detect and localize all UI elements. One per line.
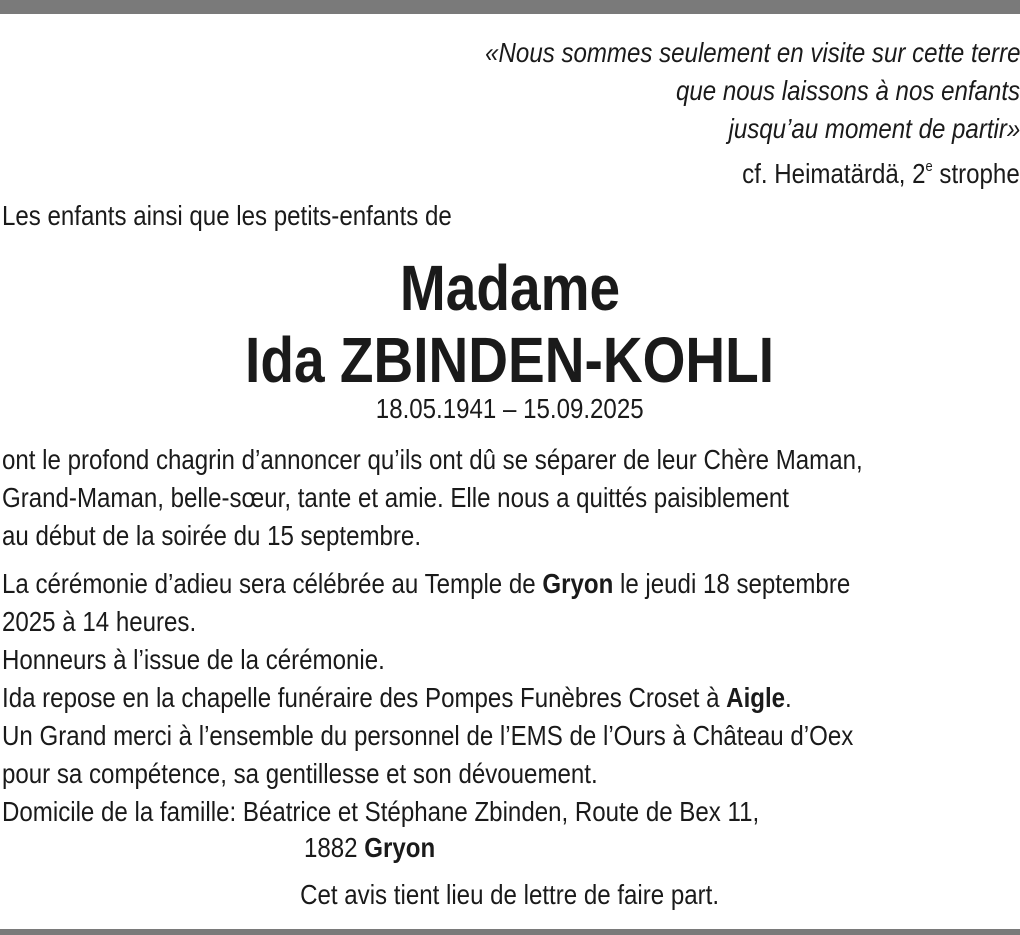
deceased-dates — [0, 392, 1020, 426]
family-address-town: Gryon — [364, 832, 436, 863]
ceremony-line-1-a: La cérémonie d’adieu sera célébrée au Temple de — [2, 568, 543, 599]
ceremony-place-aigle: Aigle — [726, 682, 786, 713]
announcement-line-2: Grand-Maman, belle-sœur, tante et amie. Elle nous a quittés paisiblement — [2, 482, 790, 513]
deceased-title-text: Madame — [399, 252, 621, 324]
ceremony-line-7: Domicile de la famille: Béatrice et Stéphane Zbinden, Route de Bex 11, — [2, 796, 760, 827]
deceased-name — [0, 326, 1020, 394]
ceremony-line-5: Un Grand merci à l’ensemble du personnel de l’EMS de l’Ours à Château d’Oex — [2, 720, 854, 751]
intro-text: Les enfants ainsi que les petits-enfants de — [2, 200, 452, 231]
quote-line-3: jusqu’au moment de partir» — [728, 113, 1020, 144]
intro-line — [2, 198, 525, 234]
ceremony-line-3: Honneurs à l’issue de la cérémonie. — [2, 644, 385, 675]
quote-source — [742, 148, 1020, 193]
ceremony-line-2: 2025 à 14 heures. — [2, 606, 197, 637]
announcement-line-3: au début de la soirée du 15 septembre. — [2, 520, 422, 551]
closing-text: Cet avis tient lieu de lettre de faire part. — [300, 879, 720, 910]
ceremony-line-1-b: le jeudi 18 septembre — [613, 568, 851, 599]
family-address-postcode: 1882 — [304, 832, 365, 863]
ceremony-line-4 — [2, 679, 792, 717]
quote-source-prefix: cf. Heimatärdä, 2 — [742, 158, 926, 189]
deceased-title — [0, 254, 1020, 322]
ceremony-line-6: pour sa compétence, sa gentillesse et son dévouement. — [2, 758, 598, 789]
ceremony-line-4-a: Ida repose en la chapelle funéraire des Pompes Funèbres Croset à — [2, 682, 727, 713]
ceremony-line-4-b: . — [785, 682, 792, 713]
ceremony-line-1 — [2, 565, 850, 603]
quote-source-suffix: strophe — [932, 158, 1020, 189]
deceased-dates-text: 18.05.1941 – 15.09.2025 — [376, 393, 644, 424]
quote-line-1: «Nous sommes seulement en visite sur cette terre — [484, 37, 1020, 68]
family-address-city — [304, 829, 435, 867]
announcement-paragraph — [2, 441, 1003, 555]
epigraph-quote — [398, 34, 1020, 193]
quote-line-2: que nous laissons à nos enfants — [675, 75, 1020, 106]
ceremony-paragraph — [2, 565, 992, 831]
closing-line — [0, 876, 1020, 914]
top-rule — [0, 0, 1020, 14]
bottom-rule — [0, 929, 1020, 935]
family-address-line-2 — [304, 829, 457, 867]
ceremony-place-gryon: Gryon — [542, 568, 614, 599]
quote-source-superscript: e — [925, 158, 933, 175]
deceased-name-text: Ida ZBINDEN-KOHLI — [245, 324, 775, 396]
announcement-line-1: ont le profond chagrin d’annoncer qu’ils ont dû se séparer de leur Chère Maman, — [2, 444, 863, 475]
